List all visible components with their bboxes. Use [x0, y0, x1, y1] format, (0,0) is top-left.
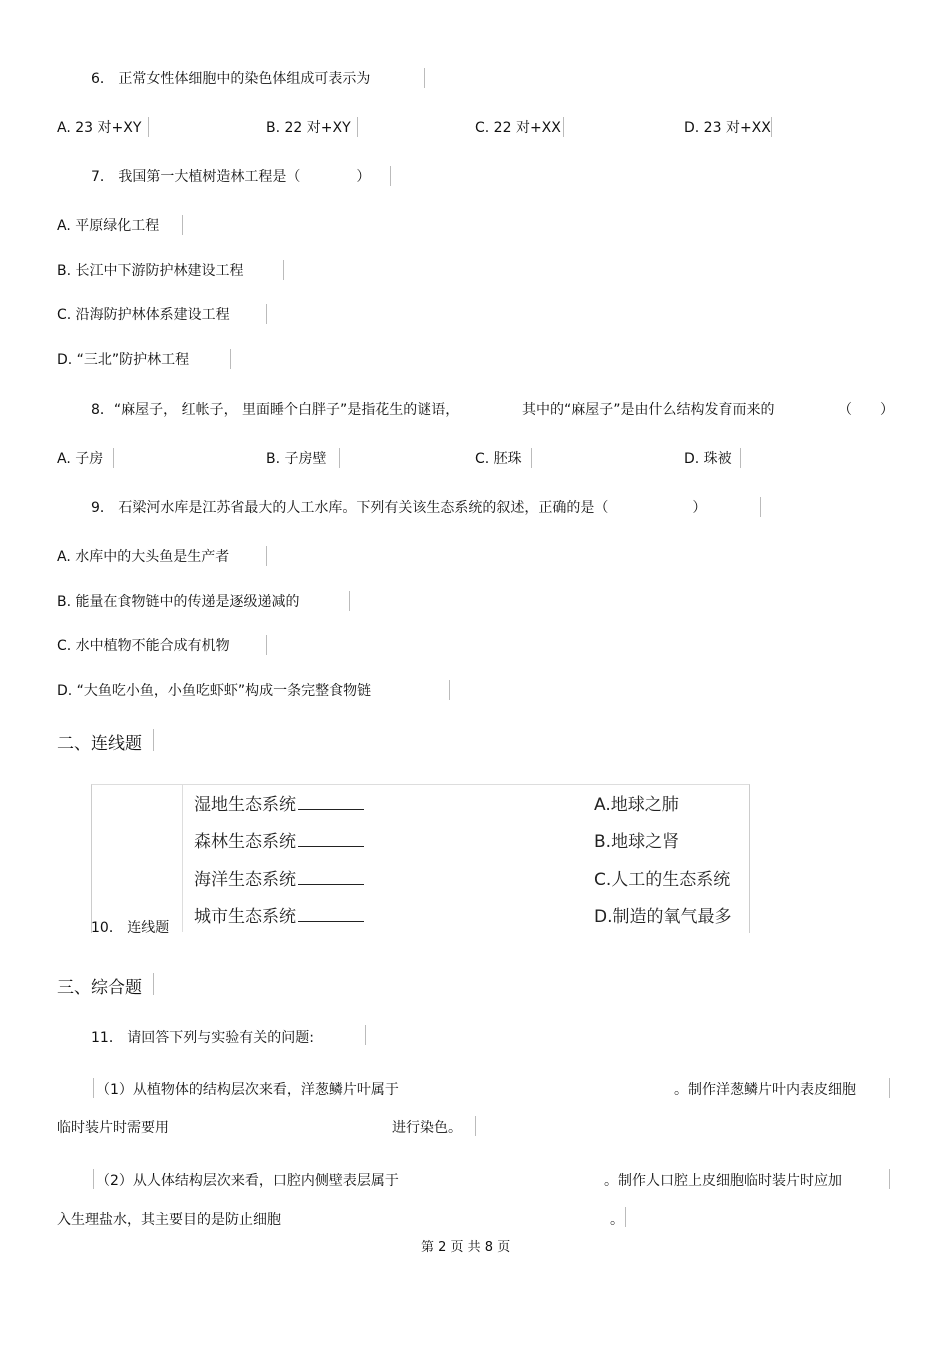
question-6-stem: 6． 正常女性体细胞中的染色体组成可表示为 — [91, 71, 371, 87]
q9-option-c: C. 水中植物不能合成有机物 — [57, 638, 230, 654]
divider — [266, 304, 267, 324]
match-right-item: C.人工的生态系统 — [594, 870, 731, 890]
divider — [153, 973, 154, 995]
q8-option-d: D. 珠被 — [684, 451, 732, 467]
q7-option-c: C. 沿海防护林体系建设工程 — [57, 307, 230, 323]
match-right-item: B.地球之肾 — [594, 832, 680, 852]
question-10-label: 10． 连线题 — [91, 920, 170, 936]
q11-part2-text: （2）从人体结构层次来看，口腔内侧壁表层属于 — [96, 1173, 399, 1189]
question-8-stem-part2: 其中的“麻屋子”是由什么结构发育而来的 — [522, 402, 775, 418]
divider — [475, 1116, 476, 1136]
answer-blank — [298, 907, 364, 922]
q11-part1-text-line2: 临时装片时需要用 — [57, 1120, 169, 1136]
match-right-item: A.地球之肺 — [594, 795, 679, 815]
divider — [365, 1025, 366, 1045]
question-7-stem: 7． 我国第一大植树造林工程是（ ） — [91, 169, 371, 185]
answer-blank — [298, 795, 364, 810]
divider — [93, 1078, 94, 1098]
divider — [283, 260, 284, 280]
question-8-stem-part1: 8．“麻屋子， 红帐子， 里面睡个白胖子”是指花生的谜语， — [91, 402, 460, 418]
q8-option-a: A. 子房 — [57, 451, 104, 467]
divider — [113, 448, 114, 468]
divider — [266, 546, 267, 566]
divider — [771, 117, 772, 137]
q6-option-b: B. 22 对+XY — [266, 120, 351, 136]
divider — [357, 117, 358, 137]
divider — [390, 166, 391, 186]
divider — [760, 497, 761, 517]
q8-option-c: C. 胚珠 — [475, 451, 522, 467]
q11-part1-text: （1）从植物体的结构层次来看，洋葱鳞片叶属于 — [96, 1082, 399, 1098]
match-left-item: 湿地生态系统 — [194, 790, 364, 815]
q8-option-b: B. 子房壁 — [266, 451, 327, 467]
divider — [449, 680, 450, 700]
divider — [93, 1169, 94, 1189]
q11-part1-text-cont: 。制作洋葱鳞片叶内表皮细胞 — [674, 1082, 856, 1098]
q9-option-b: B. 能量在食物链中的传递是逐级递减的 — [57, 594, 300, 610]
divider — [266, 635, 267, 655]
divider — [153, 729, 154, 751]
question-11-stem: 11． 请回答下列与实验有关的问题: — [91, 1030, 314, 1046]
divider — [889, 1078, 890, 1098]
q9-option-a: A. 水库中的大头鱼是生产者 — [57, 549, 230, 565]
q6-option-a: A. 23 对+XY — [57, 120, 142, 136]
question-8-stem-paren: （ ） — [838, 402, 894, 418]
page-footer: 第 2 页 共 8 页 — [421, 1240, 511, 1255]
match-left-item: 森林生态系统 — [194, 827, 364, 852]
divider — [182, 784, 183, 932]
q11-part2-text-cont: 。制作人口腔上皮细胞临时装片时应加 — [604, 1173, 842, 1189]
divider — [625, 1207, 626, 1227]
divider — [148, 117, 149, 137]
match-left-item: 海洋生态系统 — [194, 865, 364, 890]
divider — [182, 215, 183, 235]
divider — [424, 68, 425, 88]
match-right-item: D.制造的氧气最多 — [594, 907, 732, 927]
q11-part2-text-line2: 入生理盐水，其主要目的是防止细胞 — [57, 1212, 281, 1228]
q9-option-d: D. “大鱼吃小鱼，小鱼吃虾虾”构成一条完整食物链 — [57, 683, 372, 699]
answer-blank — [298, 870, 364, 885]
section-heading-matching: 二、连线题 — [57, 734, 142, 754]
section-heading-comprehensive: 三、综合题 — [57, 978, 142, 998]
q7-option-d: D. “三北”防护林工程 — [57, 352, 190, 368]
q7-option-a: A. 平原绿化工程 — [57, 218, 160, 234]
q11-part1-text-end: 进行染色。 — [392, 1120, 462, 1136]
divider — [531, 448, 532, 468]
q6-option-d: D. 23 对+XX — [684, 120, 771, 136]
answer-blank — [298, 832, 364, 847]
match-left-item: 城市生态系统 — [194, 902, 364, 927]
divider — [339, 448, 340, 468]
question-9-stem: 9． 石梁河水库是江苏省最大的人工水库。下列有关该生态系统的叙述，正确的是（ ） — [91, 500, 707, 516]
divider — [740, 448, 741, 468]
divider — [563, 117, 564, 137]
q7-option-b: B. 长江中下游防护林建设工程 — [57, 263, 244, 279]
q6-option-c: C. 22 对+XX — [475, 120, 561, 136]
q11-part2-text-end: 。 — [610, 1212, 624, 1228]
divider — [889, 1169, 890, 1189]
divider — [349, 591, 350, 611]
divider — [230, 349, 231, 369]
